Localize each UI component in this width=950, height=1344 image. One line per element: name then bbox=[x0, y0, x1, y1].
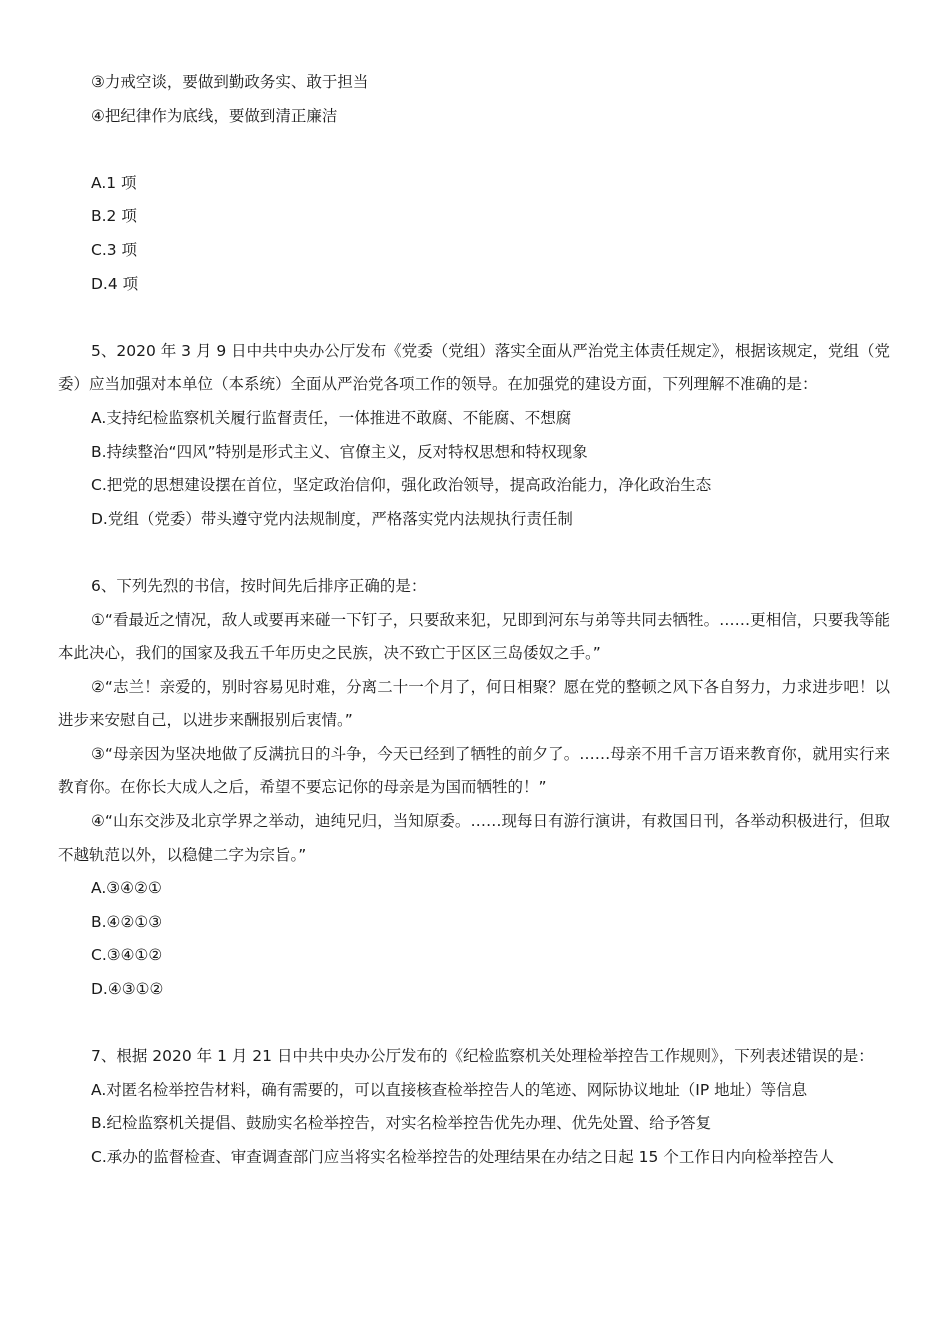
q4-option-a: A.1 项 bbox=[91, 173, 137, 192]
q7-option-c: C.承办的监督检查、审查调查部门应当将实名检举控告的处理结果在办结之日起 15 个工作日内向检举控告人 bbox=[91, 1148, 834, 1166]
q4-item-3: ③力戒空谈，要做到勤政务实、敢于担当 bbox=[91, 73, 369, 91]
q6-quote-4: ④“山东交涉及北京学界之举动，迪纯兄归，当知原委。……现每日有游行演讲，有救国日刊，各举动积极进行，但取不越轨范以外，以稳健二字为宗旨。” bbox=[58, 812, 890, 864]
q6-option-a: A.③④②① bbox=[91, 879, 162, 898]
q6-option-c: C.③④①② bbox=[91, 946, 163, 965]
q5-option-b: B.持续整治“四风”特别是形式主义、官僚主义，反对特权思想和特权现象 bbox=[91, 442, 588, 461]
q6-quote-2: ②“志兰！亲爱的，别时容易见时难，分离二十一个月了，何日相聚？愿在党的整顿之风下各自努力，力求进步吧！以进步来安慰自己，以进步来酬报别后衷情。” bbox=[58, 677, 890, 730]
q6-quote-3: ③“母亲因为坚决地做了反满抗日的斗争，今天已经到了牺牲的前夕了。……母亲不用千言万语来教育你，就用实行来教育你。在你长大成人之后，希望不要忘记你的母亲是为国而牺牲的！” bbox=[58, 744, 890, 797]
q4-item-4: ④把纪律作为底线，要做到清正廉洁 bbox=[91, 106, 338, 125]
q5-option-d: D.党组（党委）带头遵守党内法规制度，严格落实党内法规执行责任制 bbox=[91, 509, 573, 528]
q7-option-a: A.对匿名检举控告材料，确有需要的，可以直接核查检举控告人的笔迹、网际协议地址（IP 地址）等信息 bbox=[91, 1080, 808, 1099]
q4-option-c: C.3 项 bbox=[91, 240, 138, 259]
q7-stem: 7、根据 2020 年 1 月 21 日中共中央办公厅发布的《纪检监察机关处理检举控告工作规则》，下列表述错误的是： bbox=[91, 1047, 874, 1066]
q5-option-a: A.支持纪检监察机关履行监督责任，一体推进不敢腐、不能腐、不想腐 bbox=[91, 408, 572, 427]
q4-option-b: B.2 项 bbox=[91, 207, 137, 226]
q6-option-b: B.④②①③ bbox=[91, 912, 163, 931]
q4-option-d: D.4 项 bbox=[91, 274, 139, 293]
q6-stem: 6、下列先烈的书信，按时间先后排序正确的是： bbox=[91, 576, 427, 595]
q6-quote-1: ①“看最近之情况，敌人或要再来碰一下钉子，只要敌来犯，兄即到河东与弟等共同去牺牲。……更相信，只要我等能本此决心，我们的国家及我五千年历史之民族，决不致亡于区区三岛倭奴之手。” bbox=[58, 610, 890, 663]
q6-option-d: D.④③①② bbox=[91, 980, 164, 999]
q7-option-b: B.纪检监察机关提倡、鼓励实名检举控告，对实名检举控告优先办理、优先处置、给予答复 bbox=[91, 1114, 712, 1133]
q5-option-c: C.把党的思想建设摆在首位，坚定政治信仰，强化政治领导，提高政治能力，净化政治生态 bbox=[91, 476, 712, 495]
q5-stem: 5、2020 年 3 月 9 日中共中央办公厅发布《党委（党组）落实全面从严治党主体责任规定》，根据该规定，党组（党委）应当加强对本单位（本系统）全面从严治党各项工作的领导。在加强党的建设方面，下列理解不准确的是： bbox=[58, 341, 890, 394]
